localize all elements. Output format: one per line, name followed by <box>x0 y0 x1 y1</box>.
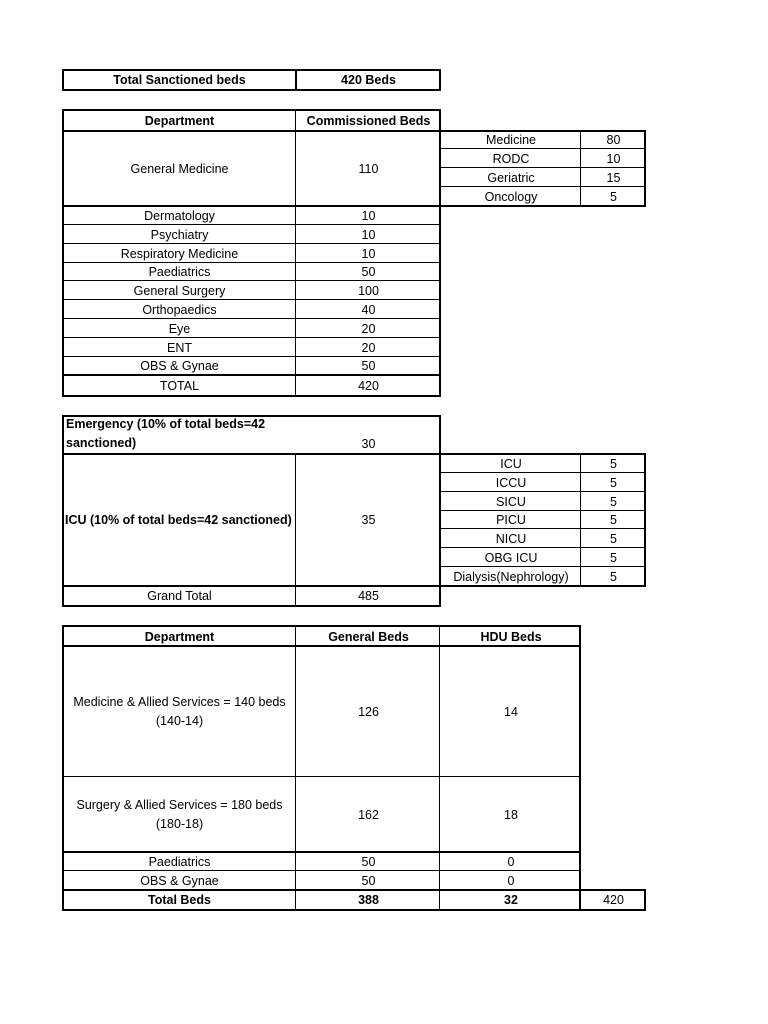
department-name: Eye <box>168 321 191 336</box>
department-beds: 10 <box>361 208 376 223</box>
sanctioned-label: Total Sanctioned beds <box>113 73 246 87</box>
gridline <box>439 625 440 911</box>
grand-total-value: 485 <box>358 589 379 603</box>
icu-sub-value: 5 <box>610 513 617 527</box>
gridline <box>441 472 646 473</box>
gm-sub-value: 80 <box>606 133 621 147</box>
gridline <box>63 395 441 397</box>
department-beds: 50 <box>361 359 376 373</box>
gm-sub-name: Oncology <box>484 189 538 204</box>
dist-row-general: 50 <box>361 854 376 869</box>
gridline <box>441 566 646 567</box>
gridline <box>441 510 646 511</box>
dist-row-general: 162 <box>358 807 379 822</box>
gridline <box>63 870 581 871</box>
gridline <box>62 415 64 607</box>
department-name: Psychiatry <box>150 227 209 242</box>
icu-sub-name: OBG ICU <box>484 550 538 565</box>
gridline <box>63 243 441 244</box>
total-beds-label: Total Beds <box>148 893 211 907</box>
gm-sub-value: 15 <box>606 170 621 185</box>
department-beds: 10 <box>361 227 376 242</box>
department-beds: 20 <box>361 340 376 355</box>
dist-row-hdu: 18 <box>504 807 518 822</box>
gridline <box>441 186 646 187</box>
dist-header-general-beds: General Beds <box>328 629 409 644</box>
gm-sub-name: Medicine <box>485 133 537 147</box>
sanctioned-value: 420 Beds <box>341 73 396 87</box>
gridline <box>63 109 441 111</box>
dist-header-hdu-beds: HDU Beds <box>480 629 542 644</box>
gridline <box>63 69 441 71</box>
gridline <box>63 585 646 587</box>
gridline <box>441 148 646 149</box>
dist-row-general: 126 <box>358 705 379 719</box>
icu-value: 35 <box>361 513 376 527</box>
header-department: Department <box>144 113 215 128</box>
icu-sub-name: Dialysis(Nephrology) <box>453 569 569 584</box>
gridline <box>63 89 441 91</box>
gridline <box>295 453 296 607</box>
emergency-label: Emergency (10% of total beds=42 sanctioned) <box>66 417 266 450</box>
gridline <box>441 547 646 548</box>
dist-row-hdu: 14 <box>504 705 518 719</box>
icu-sub-value: 5 <box>610 531 617 546</box>
gridline <box>439 69 441 91</box>
icu-sub-name: NICU <box>495 531 527 546</box>
gridline <box>441 528 646 529</box>
icu-sub-value: 5 <box>610 475 617 490</box>
gridline <box>439 109 441 397</box>
gridline <box>63 224 441 225</box>
gridline <box>63 130 441 132</box>
icu-sub-name: ICU <box>500 456 522 471</box>
icu-sub-value: 5 <box>610 494 617 509</box>
dist-row-hdu: 0 <box>507 873 515 888</box>
department-name: Respiratory Medicine <box>120 246 239 261</box>
icu-sub-value: 5 <box>610 456 617 471</box>
gridline <box>644 130 646 207</box>
gridline <box>63 356 441 357</box>
dist-row-name: Medicine & Allied Services = 140 beds (140-14) <box>73 695 286 728</box>
department-name: ENT <box>167 340 192 355</box>
header-commissioned-beds: Commissioned Beds <box>306 113 431 128</box>
dist-row-general: 50 <box>361 873 376 888</box>
dist-row-name: Paediatrics <box>148 854 211 869</box>
icu-sub-value: 5 <box>610 569 617 584</box>
department-beds: 20 <box>361 321 376 336</box>
gridline <box>439 415 441 607</box>
gridline <box>63 318 441 319</box>
gridline <box>63 299 441 300</box>
gm-sub-value: 10 <box>606 151 621 166</box>
department-beds: 40 <box>361 302 376 317</box>
department-beds: 10 <box>361 246 376 261</box>
dist-row-hdu: 0 <box>507 854 515 869</box>
gridline <box>62 69 64 91</box>
gridline <box>441 130 646 132</box>
gridline <box>63 851 581 853</box>
gm-sub-name: Geriatric <box>487 170 535 185</box>
total-value: 420 <box>358 378 379 393</box>
icu-sub-name: SICU <box>496 494 526 509</box>
gridline <box>63 280 441 281</box>
gridline <box>63 262 441 263</box>
gridline <box>63 453 646 455</box>
gridline <box>441 491 646 492</box>
dist-row-name: Surgery & Allied Services = 180 beds (180-18) <box>76 797 283 831</box>
gridline <box>63 605 441 607</box>
gridline <box>63 337 441 338</box>
gridline <box>295 625 296 911</box>
icu-sub-name: ICCU <box>495 475 527 490</box>
gridline <box>63 374 441 376</box>
department-name: Dermatology <box>144 208 215 223</box>
total-hdu-beds: 32 <box>504 893 518 907</box>
dist-row-name: OBS & Gynae <box>140 873 219 888</box>
gm-sub-value: 5 <box>610 189 617 204</box>
gridline <box>62 625 64 911</box>
emergency-value: 30 <box>361 436 376 451</box>
gridline <box>295 109 296 397</box>
department-name: OBS & Gynae <box>140 359 219 373</box>
gm-sub-name: RODC <box>492 151 530 166</box>
total-label: TOTAL <box>159 378 200 393</box>
gridline <box>63 645 581 647</box>
gridline <box>63 415 441 417</box>
grand-total-label: Grand Total <box>147 589 212 603</box>
icu-label: ICU (10% of total beds=42 sanctioned) <box>65 513 292 527</box>
gridline <box>63 776 581 777</box>
gridline <box>62 109 64 397</box>
gridline <box>579 625 581 911</box>
department-name: Paediatrics <box>148 265 211 279</box>
general-medicine-label: General Medicine <box>130 161 229 176</box>
total-all-beds: 420 <box>603 893 624 907</box>
gridline <box>295 69 297 91</box>
general-medicine-value: 110 <box>358 161 379 176</box>
gridline <box>580 453 581 586</box>
icu-sub-name: PICU <box>496 513 526 527</box>
gridline <box>63 625 581 627</box>
department-name: General Surgery <box>133 283 226 298</box>
gridline <box>63 205 646 207</box>
gridline <box>63 889 646 891</box>
gridline <box>441 167 646 168</box>
department-beds: 100 <box>358 283 379 298</box>
gridline <box>644 889 646 911</box>
gridline <box>644 453 646 587</box>
dist-header-department: Department <box>144 629 215 644</box>
gridline <box>580 130 581 206</box>
icu-sub-value: 5 <box>610 550 617 565</box>
gridline <box>63 909 646 911</box>
department-name: Orthopaedics <box>142 302 217 317</box>
department-beds: 50 <box>361 265 376 279</box>
total-general-beds: 388 <box>358 893 379 907</box>
